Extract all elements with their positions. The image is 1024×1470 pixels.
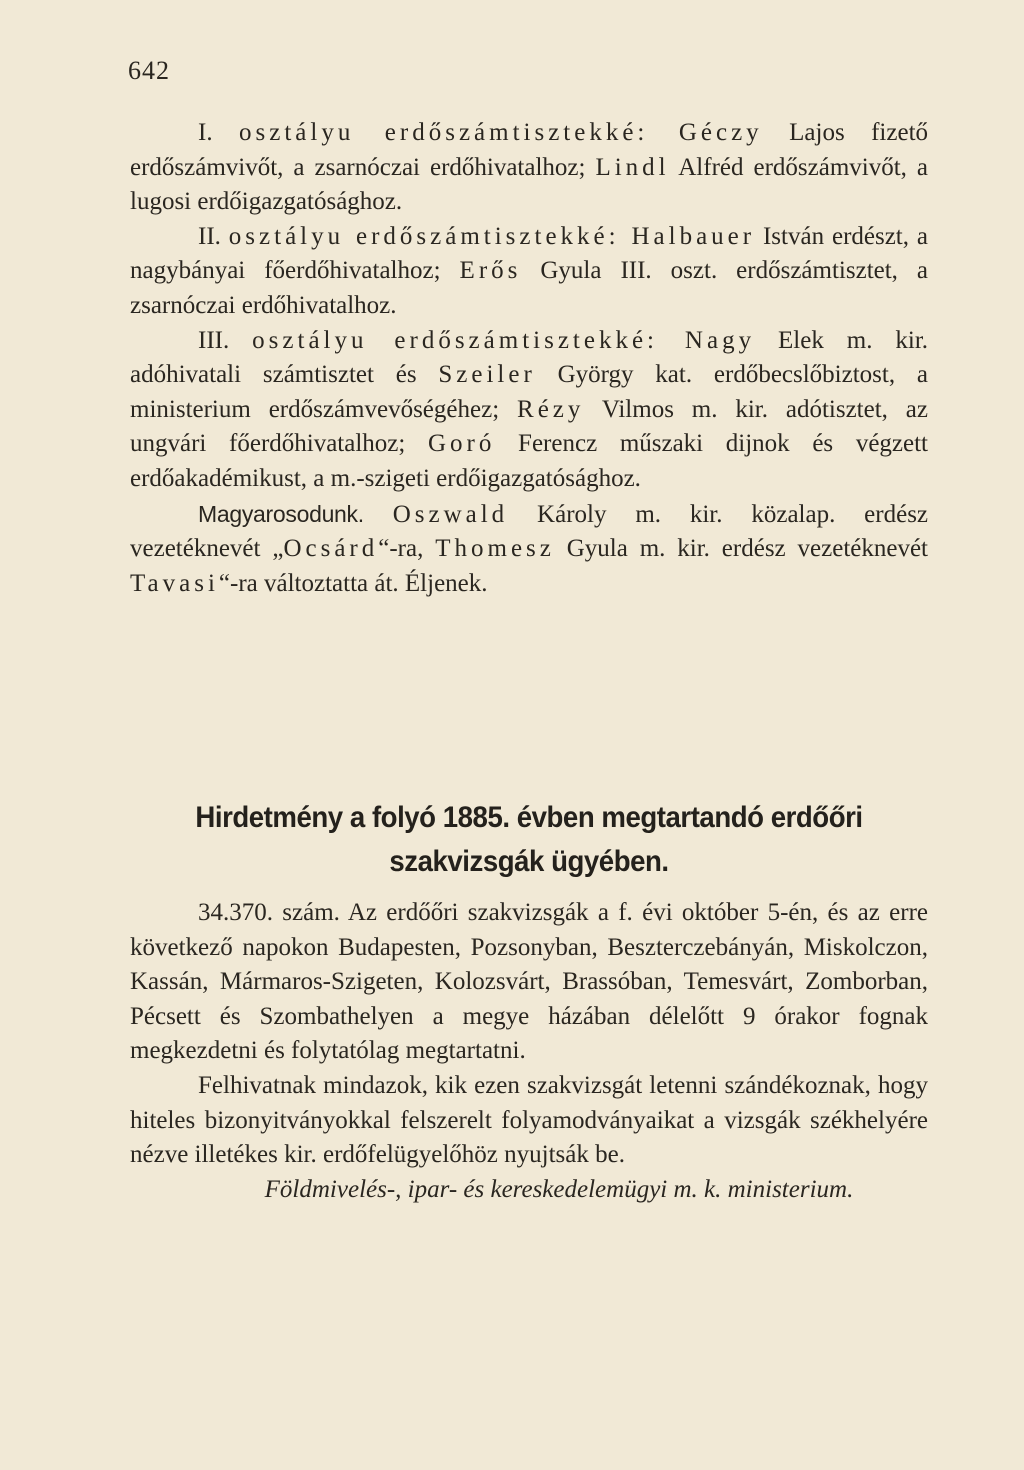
ministry-signature: Földmivelés-, ipar- és kereskedelemügyi m. k. ministerium. (264, 1175, 854, 1203)
heading-line-2: szakvizsgák ügyében. (389, 845, 669, 878)
section-heading (153, 796, 906, 884)
heading-line-1: Hirdetmény a folyó 1885. évben megtartandó erdőőri (195, 801, 863, 834)
paragraph-magyarosodunk: Magyarosodunk. Oszwald Károly m. kir. közalap. erdész vezetéknevét „Ocsárd“-ra, Thomesz Gyula m. kir. erdész vezetéknevét Tavasi“-ra változtatta át. Éljenek. (130, 500, 929, 597)
notice-paragraph-2: Felhivatnak mindazok, kik ezen szakvizsgát letenni szándékoznak, hogy hiteles bizonyitványokkal felszerelt folyamodványaikat a vizsgák székhelyére nézve illetékes kir. erdőfelügyelőhöz nyujtsák be. (130, 1071, 928, 1169)
paragraph-lead: Magyarosodunk. (198, 500, 364, 527)
lower-text-block (130, 896, 928, 1207)
paragraph-class-2: II. osztályu erdőszámtisztekké: Halbauer István erdészt, a nagybányai főerdőhivatalhoz; Erős Gyula III. oszt. erdőszámtisztet, a zsarnóczai erdőhivatalhoz. (130, 222, 929, 319)
paragraph-class-3: III. osztályu erdőszámtisztekké: Nagy Elek m. kir. adóhivatali számtisztet és Szeiler György kat. erdőbecslőbiztost, a ministerium erdőszámvevőségéhez; Rézy Vilmos m. kir. adótisztet, az ungvári főerdőhivatalhoz; Goró Ferencz műszaki dijnok és végzett erdőakadémikust, a m.-szigeti erdőigazgatósághoz. (130, 326, 929, 492)
page-number: 642 (128, 56, 170, 85)
paragraph-class-1: I. osztályu erdőszámtisztekké: Géczy Lajos fizető erdőszámvivőt, a zsarnóczai erdőhivatalhoz; Lindl Alfréd erdőszámvivőt, a lugosi erdőigazgatósághoz. (130, 119, 929, 216)
notice-paragraph-1: 34.370. szám. Az erdőőri szakvizsgák a f. évi október 5-én, és az erre következő napokon Budapesten, Pozsonyban, Beszterczebányán, Miskolczon, Kassán, Mármaros-Szigeten, Kolozsvárt, Brassóban, Temesvárt, Zomborban, Pécsett és Szombathelyen a megye házában délelőtt 9 órakor fognak megkezdetni és folytatólag megtartatni. (130, 899, 928, 1065)
upper-text-block (130, 116, 928, 601)
